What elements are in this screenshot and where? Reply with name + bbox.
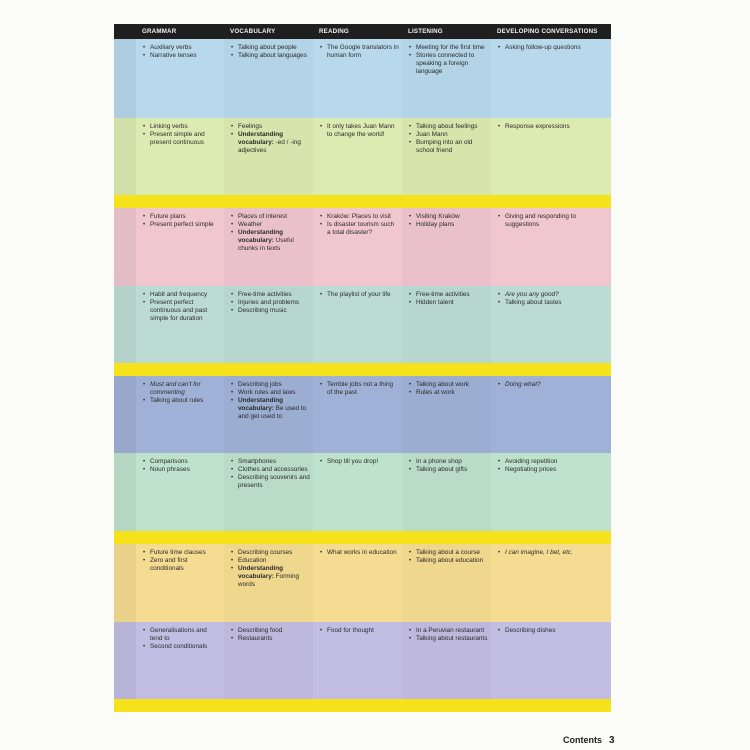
item-text: Present simple and present continuous bbox=[150, 131, 205, 147]
list-item bbox=[142, 397, 221, 405]
table-row bbox=[114, 118, 611, 195]
item-text: Doing what? bbox=[505, 381, 541, 388]
unit-column-cell bbox=[114, 118, 136, 195]
list-item bbox=[408, 52, 488, 76]
item-text: Juan Mann bbox=[416, 131, 448, 139]
list-item bbox=[230, 389, 310, 397]
list-item bbox=[142, 381, 221, 397]
item-text: Talking about a course bbox=[416, 549, 480, 556]
list-item bbox=[142, 458, 221, 466]
item-text: Places of interest bbox=[238, 213, 288, 220]
item-text: Future plans bbox=[150, 213, 186, 220]
item-text: Kraków: Places to visit bbox=[327, 213, 391, 220]
reading-cell bbox=[313, 39, 402, 118]
table-row bbox=[114, 622, 611, 699]
item-text: Hidden talent bbox=[416, 299, 454, 307]
list-item bbox=[319, 44, 399, 60]
listening-cell bbox=[402, 544, 491, 622]
bullet-list bbox=[319, 549, 399, 557]
item-text: Describing dishes bbox=[505, 627, 556, 634]
item-text: Be used to and get used to bbox=[238, 405, 307, 421]
list-item bbox=[142, 291, 221, 299]
item-text: Talking about education bbox=[416, 557, 484, 565]
list-item bbox=[230, 458, 310, 466]
bullet-list bbox=[319, 627, 399, 635]
grammar-cell bbox=[136, 453, 224, 531]
list-item bbox=[230, 52, 310, 60]
developing-conversations-cell bbox=[491, 453, 611, 531]
list-item bbox=[319, 291, 399, 299]
list-item bbox=[319, 458, 399, 466]
list-item bbox=[230, 123, 310, 131]
grammar-cell bbox=[136, 544, 224, 622]
bullet-list bbox=[142, 123, 221, 147]
listening-cell bbox=[402, 208, 491, 286]
developing-conversations-cell bbox=[491, 622, 611, 699]
list-item bbox=[230, 307, 310, 315]
item-text: Second conditionals bbox=[150, 643, 208, 651]
bullet-list bbox=[142, 627, 221, 651]
item-text: Feelings bbox=[238, 123, 263, 130]
item-text: Restaurants bbox=[238, 635, 273, 643]
item-text: Zero and first conditionals bbox=[150, 557, 188, 573]
bullet-list bbox=[230, 44, 310, 60]
developing-conversations-cell bbox=[491, 118, 611, 195]
item-text: Clothes and accessories bbox=[238, 466, 308, 474]
item-text: The Google translators in human form bbox=[327, 44, 399, 60]
bullet-list bbox=[408, 549, 488, 565]
item-text: Education bbox=[238, 557, 267, 565]
item-text: Habit and frequency bbox=[150, 291, 208, 298]
item-text: I can imagine, I bet, etc. bbox=[505, 549, 573, 556]
list-item bbox=[230, 221, 310, 229]
item-text: Stories connected to speaking a foreign language bbox=[416, 52, 475, 76]
item-text: In a Peruvian restaurant bbox=[416, 627, 485, 634]
list-item bbox=[408, 44, 488, 52]
list-item bbox=[230, 229, 310, 253]
item-label-bold: Understanding vocabulary: bbox=[238, 131, 284, 147]
list-item bbox=[142, 123, 221, 131]
list-item bbox=[319, 221, 399, 237]
list-item bbox=[497, 466, 608, 474]
vocabulary-cell bbox=[224, 544, 313, 622]
table-body bbox=[114, 39, 611, 712]
unit-divider-bar bbox=[114, 195, 611, 208]
item-text: Must and can't for commenting bbox=[150, 381, 201, 397]
bullet-list bbox=[319, 123, 399, 139]
bullet-list bbox=[230, 458, 310, 490]
item-label-bold: Understanding vocabulary: bbox=[238, 565, 284, 581]
bullet-list bbox=[408, 123, 488, 155]
vocabulary-cell bbox=[224, 286, 313, 363]
list-item bbox=[230, 213, 310, 221]
bullet-list bbox=[142, 549, 221, 573]
list-item bbox=[230, 466, 310, 474]
table-row bbox=[114, 39, 611, 118]
table-row bbox=[114, 453, 611, 531]
bullet-list bbox=[142, 213, 221, 229]
developing-conversations-cell bbox=[491, 208, 611, 286]
listening-cell bbox=[402, 286, 491, 363]
bullet-list bbox=[497, 549, 608, 557]
item-text: Giving and responding to suggestions bbox=[505, 213, 577, 229]
unit-column-cell bbox=[114, 208, 136, 286]
item-text: Talking about people bbox=[238, 44, 297, 51]
item-text: Work rules and laws bbox=[238, 389, 296, 397]
list-item bbox=[408, 213, 488, 221]
bullet-list bbox=[497, 44, 608, 52]
unit-column-cell bbox=[114, 622, 136, 699]
reading-cell bbox=[313, 208, 402, 286]
item-text: Describing food bbox=[238, 627, 283, 634]
bullet-list bbox=[408, 44, 488, 76]
item-text: Generalisations and tend to bbox=[150, 627, 207, 643]
unit-divider-bar bbox=[114, 363, 611, 376]
reading-cell bbox=[313, 453, 402, 531]
bullet-list bbox=[497, 213, 608, 229]
item-text: Asking follow-up questions bbox=[505, 44, 581, 51]
item-text: Weather bbox=[238, 221, 263, 229]
list-item bbox=[319, 123, 399, 139]
item-text: Free-time activities bbox=[416, 291, 470, 298]
unit-divider-bar bbox=[114, 531, 611, 544]
list-item bbox=[408, 139, 488, 155]
item-text: Describing courses bbox=[238, 549, 293, 556]
listening-cell bbox=[402, 376, 491, 453]
item-text: Narrative tenses bbox=[150, 52, 197, 60]
list-item bbox=[319, 381, 399, 397]
bullet-list bbox=[408, 458, 488, 474]
bullet-list bbox=[497, 291, 608, 307]
table-row bbox=[114, 544, 611, 622]
grammar-cell bbox=[136, 286, 224, 363]
item-text: Meeting for the first time bbox=[416, 44, 485, 51]
list-item bbox=[142, 627, 221, 643]
list-item bbox=[408, 635, 488, 643]
list-item bbox=[230, 381, 310, 389]
list-item bbox=[408, 291, 488, 299]
page-footer bbox=[563, 735, 615, 746]
bullet-list bbox=[230, 381, 310, 421]
item-text: Response expressions bbox=[505, 123, 570, 130]
bullet-list bbox=[230, 627, 310, 643]
bullet-list bbox=[319, 44, 399, 60]
reading-cell bbox=[313, 622, 402, 699]
unit-column-cell bbox=[114, 286, 136, 363]
item-text: Holiday plans bbox=[416, 221, 455, 229]
table-row bbox=[114, 208, 611, 286]
list-item bbox=[319, 627, 399, 635]
list-item bbox=[142, 643, 221, 651]
list-item bbox=[497, 627, 608, 635]
list-item bbox=[408, 381, 488, 389]
reading-cell bbox=[313, 544, 402, 622]
item-text: Bumping into an old school friend bbox=[416, 139, 473, 155]
list-item bbox=[319, 213, 399, 221]
item-text: Negotiating prices bbox=[505, 466, 557, 474]
item-text: Rules at work bbox=[416, 389, 455, 397]
table-row bbox=[114, 286, 611, 363]
list-item bbox=[319, 549, 399, 557]
bullet-list bbox=[319, 381, 399, 397]
list-item bbox=[408, 627, 488, 635]
list-item bbox=[408, 123, 488, 131]
list-item bbox=[230, 299, 310, 307]
item-text: Food for thought bbox=[327, 627, 374, 634]
listening-cell bbox=[402, 39, 491, 118]
item-text: Noun phrases bbox=[150, 466, 190, 474]
list-item bbox=[408, 389, 488, 397]
item-text: Injuries and problems bbox=[238, 299, 300, 307]
list-item bbox=[230, 565, 310, 589]
item-text: Talking about gifts bbox=[416, 466, 468, 474]
bullet-list bbox=[319, 213, 399, 237]
header-listening: LISTENING bbox=[408, 28, 443, 35]
list-item bbox=[142, 44, 221, 52]
item-text: Auxiliary verbs bbox=[150, 44, 192, 51]
list-item bbox=[142, 221, 221, 229]
item-text: Talking about tastes bbox=[505, 299, 562, 307]
item-label-bold: Understanding vocabulary: bbox=[238, 229, 284, 245]
vocabulary-cell bbox=[224, 622, 313, 699]
list-item bbox=[497, 213, 608, 229]
item-text: Talking about work bbox=[416, 381, 469, 388]
bullet-list bbox=[142, 44, 221, 60]
list-item bbox=[408, 458, 488, 466]
developing-conversations-cell bbox=[491, 376, 611, 453]
header-reading: READING bbox=[319, 28, 349, 35]
bullet-list bbox=[408, 627, 488, 643]
item-text: Present perfect simple bbox=[150, 221, 214, 229]
bullet-list bbox=[497, 627, 608, 635]
table-header bbox=[114, 24, 611, 39]
item-text: What works in education bbox=[327, 549, 397, 556]
item-label-bold: Understanding vocabulary: bbox=[238, 397, 284, 413]
item-text: Comparisons bbox=[150, 458, 188, 465]
reading-cell bbox=[313, 118, 402, 195]
list-item bbox=[497, 44, 608, 52]
bullet-list bbox=[497, 458, 608, 474]
page-number: 3 bbox=[609, 735, 615, 746]
contents-table bbox=[114, 24, 611, 712]
grammar-cell bbox=[136, 622, 224, 699]
grammar-cell bbox=[136, 208, 224, 286]
list-item bbox=[408, 557, 488, 565]
item-text: Describing souvenirs and presents bbox=[238, 474, 310, 490]
listening-cell bbox=[402, 453, 491, 531]
list-item bbox=[142, 131, 221, 147]
item-text: Describing music bbox=[238, 307, 287, 315]
list-item bbox=[230, 291, 310, 299]
item-text: Is disaster tourism such a total disaster? bbox=[327, 221, 395, 237]
bullet-list bbox=[230, 123, 310, 155]
header-grammar: GRAMMAR bbox=[142, 28, 177, 35]
item-text: -ed / -ing adjectives bbox=[238, 139, 301, 155]
list-item bbox=[497, 291, 608, 299]
item-text: It only takes Juan Mann to change the world! bbox=[327, 123, 395, 139]
header-vocabulary: VOCABULARY bbox=[230, 28, 276, 35]
item-text: Free-time activities bbox=[238, 291, 292, 298]
vocabulary-cell bbox=[224, 376, 313, 453]
developing-conversations-cell bbox=[491, 544, 611, 622]
list-item bbox=[230, 549, 310, 557]
developing-conversations-cell bbox=[491, 39, 611, 118]
item-text: Talking about feelings bbox=[416, 123, 478, 130]
bullet-list bbox=[230, 291, 310, 315]
list-item bbox=[408, 549, 488, 557]
list-item bbox=[497, 381, 608, 389]
listening-cell bbox=[402, 118, 491, 195]
bullet-list bbox=[408, 291, 488, 307]
list-item bbox=[230, 44, 310, 52]
bullet-list bbox=[142, 291, 221, 323]
unit-divider-bar bbox=[114, 699, 611, 712]
grammar-cell bbox=[136, 39, 224, 118]
reading-cell bbox=[313, 286, 402, 363]
bullet-list bbox=[142, 458, 221, 474]
list-item bbox=[497, 458, 608, 466]
list-item bbox=[230, 627, 310, 635]
list-item bbox=[230, 397, 310, 421]
list-item bbox=[142, 299, 221, 323]
list-item bbox=[230, 474, 310, 490]
list-item bbox=[230, 131, 310, 155]
vocabulary-cell bbox=[224, 208, 313, 286]
bullet-list bbox=[142, 381, 221, 405]
item-text: Useful chunks in texts bbox=[238, 237, 294, 253]
item-text: Forming words bbox=[238, 573, 300, 589]
bullet-list bbox=[497, 123, 608, 131]
footer-label: Contents bbox=[563, 735, 602, 745]
list-item bbox=[497, 299, 608, 307]
item-text: Talking about languages bbox=[238, 52, 307, 60]
unit-column-cell bbox=[114, 376, 136, 453]
item-text: Avoiding repetition bbox=[505, 458, 558, 465]
item-text: Talking about restaurants bbox=[416, 635, 488, 643]
list-item bbox=[142, 557, 221, 573]
list-item bbox=[142, 549, 221, 557]
developing-conversations-cell bbox=[491, 286, 611, 363]
item-text: In a phone shop bbox=[416, 458, 462, 465]
list-item bbox=[408, 221, 488, 229]
header-developing-conversations: DEVELOPING CONVERSATIONS bbox=[497, 28, 598, 35]
item-text: Describing jobs bbox=[238, 381, 282, 388]
list-item bbox=[142, 52, 221, 60]
bullet-list bbox=[497, 381, 608, 389]
table-row bbox=[114, 376, 611, 453]
item-text: Present perfect continuous and past simple for duration bbox=[150, 299, 208, 323]
bullet-list bbox=[408, 381, 488, 397]
list-item bbox=[142, 213, 221, 221]
unit-column-cell bbox=[114, 453, 136, 531]
list-item bbox=[408, 131, 488, 139]
item-text: Shop till you drop! bbox=[327, 458, 379, 465]
list-item bbox=[408, 466, 488, 474]
list-item bbox=[497, 123, 608, 131]
item-text: Are you any good? bbox=[505, 291, 559, 298]
vocabulary-cell bbox=[224, 453, 313, 531]
list-item bbox=[230, 557, 310, 565]
item-text: Terrible jobs not a thing of the past bbox=[327, 381, 394, 397]
bullet-list bbox=[319, 458, 399, 466]
bullet-list bbox=[230, 213, 310, 253]
vocabulary-cell bbox=[224, 39, 313, 118]
item-text: The playlist of your life bbox=[327, 291, 391, 298]
bullet-list bbox=[408, 213, 488, 229]
unit-column-cell bbox=[114, 39, 136, 118]
list-item bbox=[408, 299, 488, 307]
bullet-list bbox=[319, 291, 399, 299]
listening-cell bbox=[402, 622, 491, 699]
item-text: Visiting Kraków bbox=[416, 213, 460, 220]
item-text: Smartphones bbox=[238, 458, 277, 465]
reading-cell bbox=[313, 376, 402, 453]
list-item bbox=[230, 635, 310, 643]
unit-column-cell bbox=[114, 544, 136, 622]
list-item bbox=[497, 549, 608, 557]
bullet-list bbox=[230, 549, 310, 589]
grammar-cell bbox=[136, 376, 224, 453]
vocabulary-cell bbox=[224, 118, 313, 195]
item-text: Future time clauses bbox=[150, 549, 206, 556]
grammar-cell bbox=[136, 118, 224, 195]
item-text: Talking about rules bbox=[150, 397, 204, 405]
item-text: Linking verbs bbox=[150, 123, 188, 130]
list-item bbox=[142, 466, 221, 474]
header-unit-column bbox=[114, 24, 136, 39]
